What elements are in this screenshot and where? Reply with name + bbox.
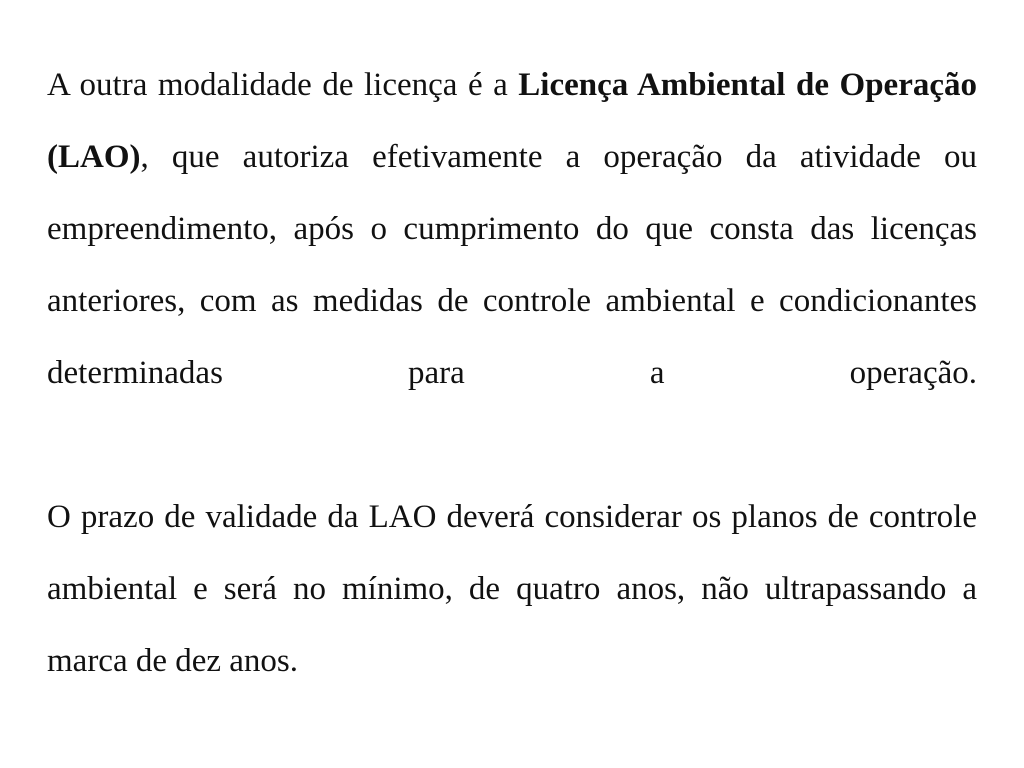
lao-term-bold: Licença Ambiental de Operação (LAO): [47, 67, 977, 175]
paragraph-lao-validity: O prazo de validade da LAO deverá considerar os planos de controle ambiental e será no mínimo, de quatro anos, não ultrapassando a marca de dez anos.: [47, 499, 977, 679]
paragraph-lao-description: , que autoriza efetivamente a operação da atividade ou empreendimento, após o cumprimento do que consta das licenças anteriores, com as medidas de controle ambiental e condicionantes determinadas para a operação.: [47, 139, 977, 391]
paragraph-lao-intro: A outra modalidade de licença é a: [47, 67, 519, 103]
paragraph-lao-definition: [47, 49, 977, 409]
text-body: [47, 49, 977, 697]
